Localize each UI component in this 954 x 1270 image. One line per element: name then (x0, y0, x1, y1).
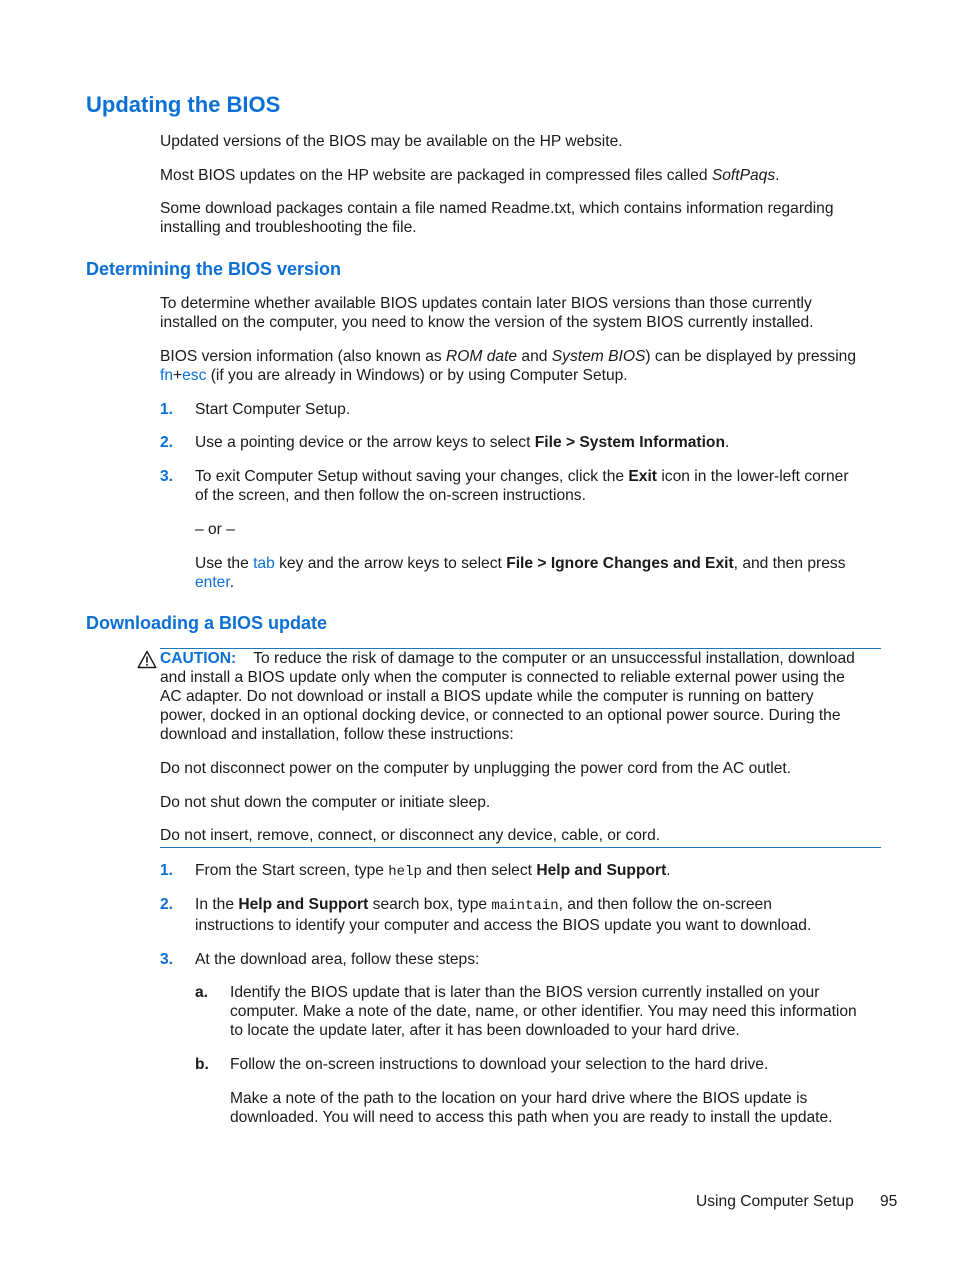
key-esc: esc (182, 367, 207, 384)
substep-letter: a. (195, 984, 209, 1001)
caution-text: CAUTION: To reduce the risk of damage to the computer or an unsuccessful installation, download and install a BIOS update only when the computer is connected to reliable external power using the AC adapter. Do not download or install a BIOS update while the computer is running on battery power, docked in an optional docking device, or connected to an optional power source. During the download and installation, follow these instructions: (160, 650, 855, 743)
page-number: 95 (880, 1193, 898, 1210)
code-maintain: maintain (491, 898, 559, 914)
step-number: 2. (160, 896, 174, 913)
step-text: From the Start screen, type help and then select Help and Support. (195, 862, 671, 880)
paragraph: Most BIOS updates on the HP website are packaged in compressed files called SoftPaqs. (160, 167, 780, 184)
step-text: To exit Computer Setup without saving your changes, click the Exit icon in the lower-left corner of the screen, and then follow the on-screen instructions. (195, 468, 849, 504)
step-text: Use a pointing device or the arrow keys to select File > System Information. (195, 434, 730, 451)
key-fn: fn (160, 367, 174, 384)
note-paragraph: Make a note of the path to the location on your hard drive where the BIOS update is downloaded. You will need to access this path when you are ready to install the update. (230, 1090, 833, 1126)
step-number: 3. (160, 468, 174, 485)
or-separator: – or – (195, 521, 235, 538)
step-number: 2. (160, 434, 174, 451)
step-number: 1. (160, 862, 174, 879)
paragraph: To determine whether available BIOS updates contain later BIOS versions than those currently installed on the computer, you need to know the version of the system BIOS currently installed. (160, 295, 814, 331)
paragraph: BIOS version information (also known as ROM date and System BIOS) can be displayed by pressing fn+esc (if you are already in Windows) or by using Computer Setup. (160, 348, 857, 384)
warning-icon (137, 650, 157, 669)
step-text: At the download area, follow these steps: (195, 951, 480, 968)
substep-text: Identify the BIOS update that is later than the BIOS version currently installed on your computer. Make a note of the date, name, or other identifier. You may need this information to locate the update later, after it has been downloaded to your hard drive. (230, 984, 857, 1039)
substep-text: Follow the on-screen instructions to download your selection to the hard drive. (230, 1056, 769, 1073)
step-text: Start Computer Setup. (195, 401, 351, 418)
paragraph: Some download packages contain a file named Readme.txt, which contains information regarding installing and troubleshooting the file. (160, 200, 834, 236)
caution-label: CAUTION: (160, 650, 237, 667)
footer-section-title: Using Computer Setup (696, 1193, 854, 1210)
section-heading: Determining the BIOS version (86, 259, 342, 279)
step-text: In the Help and Support search box, type maintain, and then follow the on-screen instructions to identify your computer and access the BIOS update you want to download. (195, 896, 812, 934)
substep-letter: b. (195, 1056, 209, 1073)
step-number: 3. (160, 951, 174, 968)
caution-paragraph: Do not shut down the computer or initiate sleep. (160, 794, 491, 811)
page-title: Updating the BIOS (86, 92, 281, 117)
step-number: 1. (160, 401, 174, 418)
alt-instruction: Use the tab key and the arrow keys to select File > Ignore Changes and Exit, and then press enter. (195, 555, 846, 591)
caution-paragraph: Do not insert, remove, connect, or disconnect any device, cable, or cord. (160, 827, 661, 844)
section-heading: Downloading a BIOS update (86, 613, 328, 633)
key-enter: enter (195, 574, 230, 591)
caution-paragraph: Do not disconnect power on the computer by unplugging the power cord from the AC outlet. (160, 760, 792, 777)
paragraph: Updated versions of the BIOS may be available on the HP website. (160, 133, 623, 150)
key-tab: tab (253, 555, 275, 572)
code-help: help (388, 864, 422, 880)
caution-bottom-rule (160, 847, 881, 848)
